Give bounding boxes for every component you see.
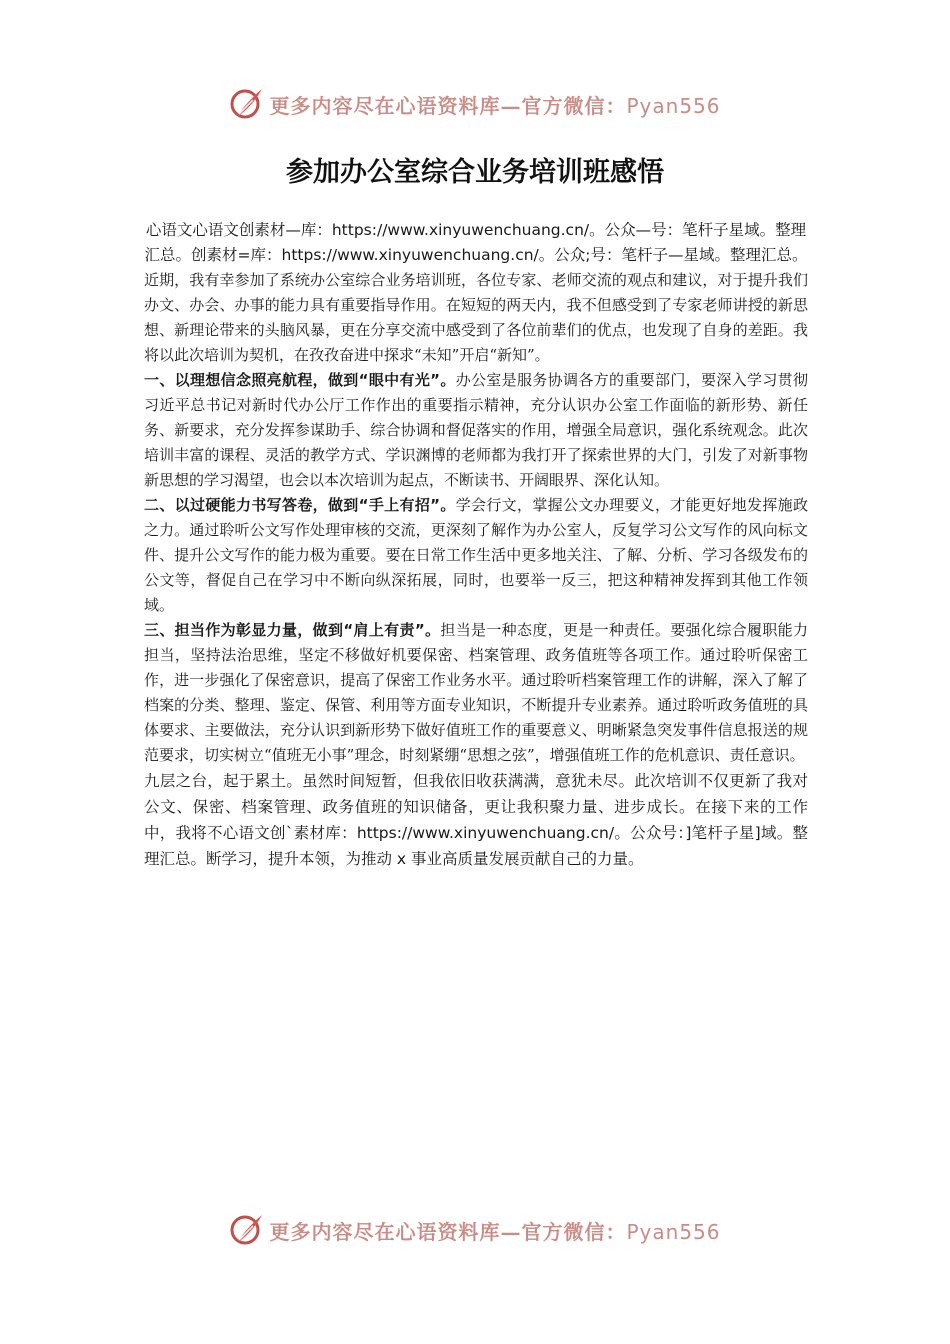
banner-text: 更多内容尽在心语资料库—官方微信：Pyan556 <box>269 93 721 118</box>
quill-logo-icon <box>229 1212 265 1248</box>
article-body <box>144 218 808 872</box>
footer-watermark-banner <box>0 1210 950 1250</box>
source-notice: 心语文心语文创素材—库：https://www.xinyuwenchuang.cn/。公众—号：笔杆子星域。整理汇总。创素材=库：https://www.xinyuwenchuang.cn/。公众;号：笔杆子—星域。整理汇总。 <box>144 221 808 264</box>
section-3-body: 担当是一种态度，更是一种责任。要强化综合履职能力担当，坚持法治思维，坚定不移做好机要保密、档案管理、政务值班等各项工作。通过聆听保密工作，进一步强化了保密意识，提高了保密工作业务水平。通过聆听档案管理工作的讲解，深入了解了档案的分类、整理、鉴定、保管、利用等方面专业知识，不断提升专业素养。通过聆听政务值班的具体要求、主要做法，充分认识到新形势下做好值班工作的重要意义、明晰紧急突发事件信息报送的规范要求，切实树立“值班无小事”理念，时刻紧绷“思想之弦”，增强值班工作的危机意识、责任意识。 <box>144 621 808 764</box>
section-3-heading: 三、担当作为彰显力量，做到“肩上有责”。 <box>144 621 441 639</box>
intro-paragraph: 近期，我有幸参加了系统办公室综合业务培训班，各位专家、老师交流的观点和建议，对于提升我们办文、办会、办事的能力具有重要指导作用。在短短的两天内，我不但感受到了专家老师讲授的新思想、新理论带来的头脑风暴，更在分享交流中感受到了各位前辈们的优点，也发现了自身的差距。我将以此次培训为契机，在孜孜奋进中探求“未知”开启“新知”。 <box>144 271 808 364</box>
banner-wechat-id: Pyan556 <box>626 1219 721 1244</box>
section-1-body: 办公室是服务协调各方的重要部门，要深入学习贯彻习近平总书记对新时代办公厅工作作出的重要指示精神，充分认识办公室工作面临的新形势、新任务、新要求，充分发挥参谋助手、综合协调和督促落实的作用，增强全局意识，强化系统观念。此次培训丰富的课程、灵活的教学方式、学识渊博的老师都为我打开了探索世界的大门，引发了对新事物新思想的学习渴望，也会以本次培训为起点，不断读书、开阔眼界、深化认知。 <box>144 371 808 489</box>
section-3 <box>144 618 808 768</box>
header-watermark-banner <box>0 84 950 124</box>
banner-text: 更多内容尽在心语资料库—官方微信：Pyan556 <box>269 1219 721 1244</box>
section-1-heading: 一、以理想信念照亮航程，做到“眼中有光”。 <box>144 371 456 389</box>
closing-paragraph: 九层之台，起于累土。虽然时间短暂，但我依旧收获满满，意犹未尽。此次培训不仅更新了我对公文、保密、档案管理、政务值班的知识储备，更让我积聚力量、进步成长。在接下来的工作中，我将不心语文创`素材库：https://www.xinyuwenchuang.cn/。公众号：]笔杆子星]域。整理汇总。断学习，提升本领，为推动 x 事业高质量发展贡献自己的力量。 <box>144 772 808 868</box>
quill-logo-icon <box>229 86 265 122</box>
banner-wechat-id: Pyan556 <box>626 93 721 118</box>
section-2-heading: 二、以过硬能力书写答卷，做到“手上有招”。 <box>144 496 456 514</box>
page-title: 参加办公室综合业务培训班感悟 <box>286 157 664 188</box>
section-2-body: 学会行文，掌握公文办理要义，才能更好地发挥施政之力。通过聆听公文写作处理审核的交流，更深刻了解作为办公室人，反复学习公文写作的风向标文件、提升公文写作的能力极为重要。要在日常工作生活中更多地关注、了解、分析、学习各级发布的公文等，督促自己在学习中不断向纵深拓展，同时，也要举一反三，把这种精神发挥到其他工作领域。 <box>144 496 808 614</box>
section-1 <box>144 368 808 493</box>
section-2 <box>144 493 808 618</box>
